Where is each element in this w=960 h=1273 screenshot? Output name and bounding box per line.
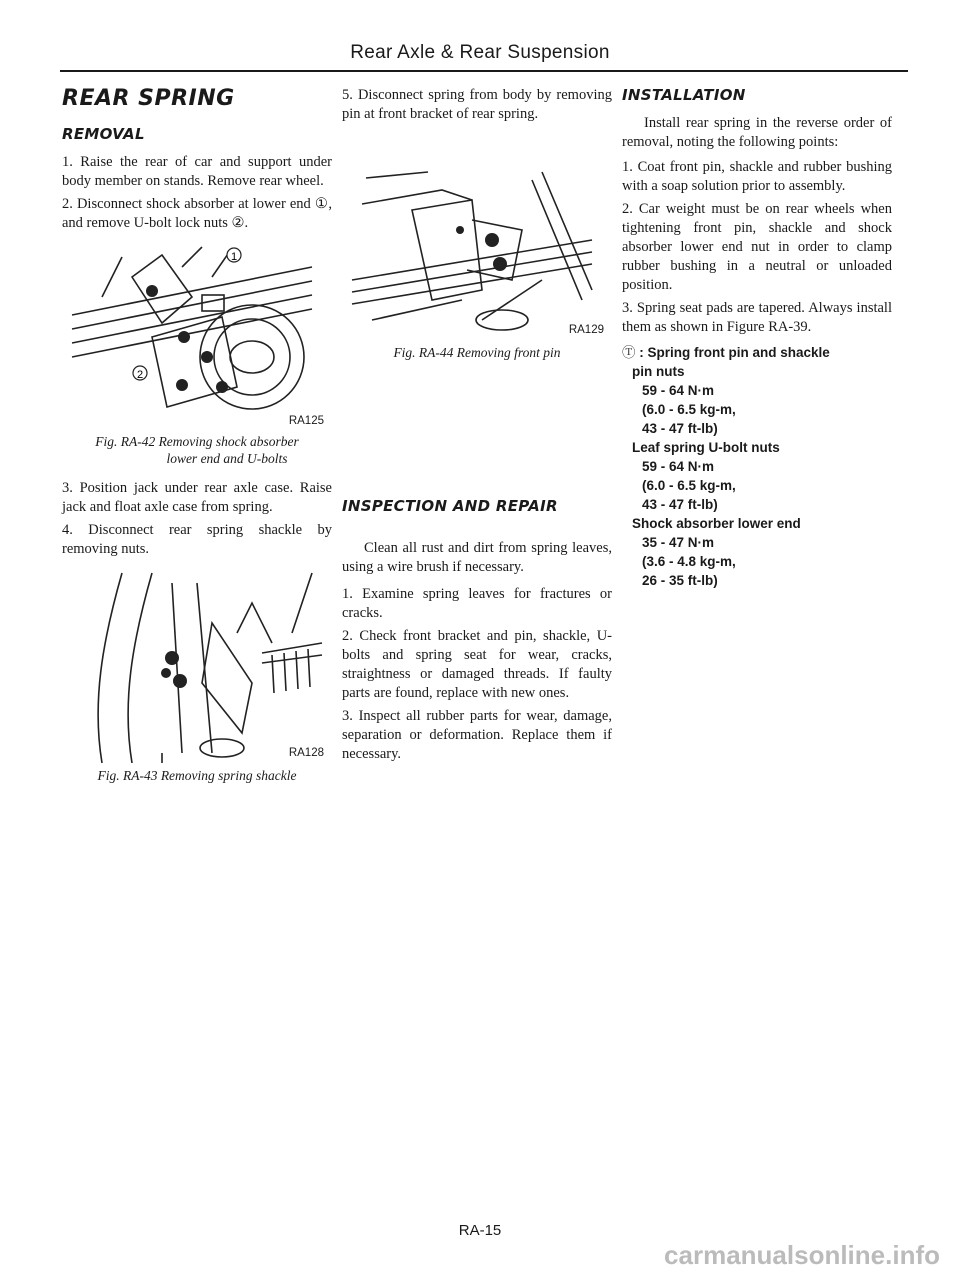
figure-ra-43-illustration xyxy=(62,563,332,763)
torque-value-2-kgm: (6.0 - 6.5 kg-m, xyxy=(642,478,736,493)
figure-ra-42-illustration xyxy=(62,237,332,429)
inspection-step-1: 1. Examine spring leaves for fractures or cracks. xyxy=(342,586,612,621)
figure-ra-44 xyxy=(342,170,612,340)
figure-ra-43 xyxy=(62,563,332,763)
column-right xyxy=(622,80,892,590)
torque-value-1-kgm: (6.0 - 6.5 kg-m, xyxy=(642,402,736,417)
torque-heading-1-text: : Spring front pin and shackle xyxy=(639,345,830,360)
step-4: 4. Disconnect rear spring shackle by removing nuts. xyxy=(62,522,332,557)
callout-1-label: 1 xyxy=(231,251,238,263)
figure-ra-42 xyxy=(62,237,332,429)
figure-ra-43-caption: Fig. RA-43 Removing spring shackle xyxy=(97,768,297,783)
figure-code: RA125 xyxy=(288,415,324,427)
torque-value-3-nm: 35 - 47 N·m xyxy=(642,535,715,550)
section-title-inspection: INSPECTION AND REPAIR xyxy=(342,497,558,515)
torque-heading-1 xyxy=(622,343,892,362)
torque-value-1-ftlb: 43 - 47 ft-lb) xyxy=(642,421,718,436)
step-5: 5. Disconnect spring from body by removing pin at front bracket of rear spring. xyxy=(342,87,612,122)
page-header: Rear Axle & Rear Suspension xyxy=(350,42,610,63)
installation-step-1: 1. Coat front pin, shackle and rubber bushing with a soap solution prior to assembly. xyxy=(622,159,892,194)
figure-ra-42-caption xyxy=(62,433,332,467)
column-left xyxy=(62,80,332,796)
torque-value-2-nm: 59 - 64 N·m xyxy=(642,459,715,474)
torque-spec-block xyxy=(622,343,892,590)
torque-heading-1b: pin nuts xyxy=(632,364,685,379)
figure-ra-44-illustration xyxy=(342,170,612,340)
subsection-title-removal: REMOVAL xyxy=(62,125,145,143)
torque-value-3-ftlb: 26 - 35 ft-lb) xyxy=(642,573,718,588)
section-title-installation: INSTALLATION xyxy=(622,86,746,104)
callout-2-label: 2 xyxy=(137,369,144,381)
caption-line-1: Fig. RA-42 Removing shock absorber xyxy=(95,434,299,449)
inspection-step-2: 2. Check front bracket and pin, shackle, U-bolts and spring seat for wear, cracks, straightness or damaged threads. If faulty parts are found, replace with new ones. xyxy=(342,628,612,701)
installation-intro: Install rear spring in the reverse order of removal, noting the following points: xyxy=(622,115,892,150)
step-3: 3. Position jack under rear axle case. Raise jack and float axle case from spring. xyxy=(62,480,332,515)
caption-line-2: lower end and U-bolts xyxy=(166,451,288,466)
torque-value-3-kgm: (3.6 - 4.8 kg-m, xyxy=(642,554,736,569)
column-middle xyxy=(342,80,612,768)
installation-step-3: 3. Spring seat pads are tapered. Always install them as shown in Figure RA-39. xyxy=(622,300,892,335)
header-rule xyxy=(60,70,908,72)
inspection-intro: Clean all rust and dirt from spring leaves, using a wire brush if necessary. xyxy=(342,540,612,575)
page-number: RA-15 xyxy=(458,1222,502,1239)
figure-code: RA129 xyxy=(568,324,604,336)
inspection-step-3: 3. Inspect all rubber parts for wear, damage, separation or deformation. Replace them if necessary. xyxy=(342,708,612,762)
step-1: 1. Raise the rear of car and support under body member on stands. Remove rear wheel. xyxy=(62,154,332,189)
torque-heading-3: Shock absorber lower end xyxy=(632,516,801,531)
figure-code: RA128 xyxy=(288,747,324,759)
torque-value-1-nm: 59 - 64 N·m xyxy=(642,383,715,398)
installation-step-2: 2. Car weight must be on rear wheels when tightening front pin, shackle and shock absorber lower end nut in order to clamp rubber bushing in a neutral or unloaded position. xyxy=(622,201,892,293)
torque-value-2-ftlb: 43 - 47 ft-lb) xyxy=(642,497,718,512)
torque-heading-2: Leaf spring U-bolt nuts xyxy=(632,440,780,455)
torque-symbol: Ⓣ xyxy=(622,345,636,360)
watermark: carmanualsonline.info xyxy=(664,1240,940,1270)
figure-ra-44-caption: Fig. RA-44 Removing front pin xyxy=(393,345,561,360)
step-2: 2. Disconnect shock absorber at lower end ①, and remove U-bolt lock nuts ②. xyxy=(62,196,332,231)
section-title-rear-spring: REAR SPRING xyxy=(62,86,235,111)
